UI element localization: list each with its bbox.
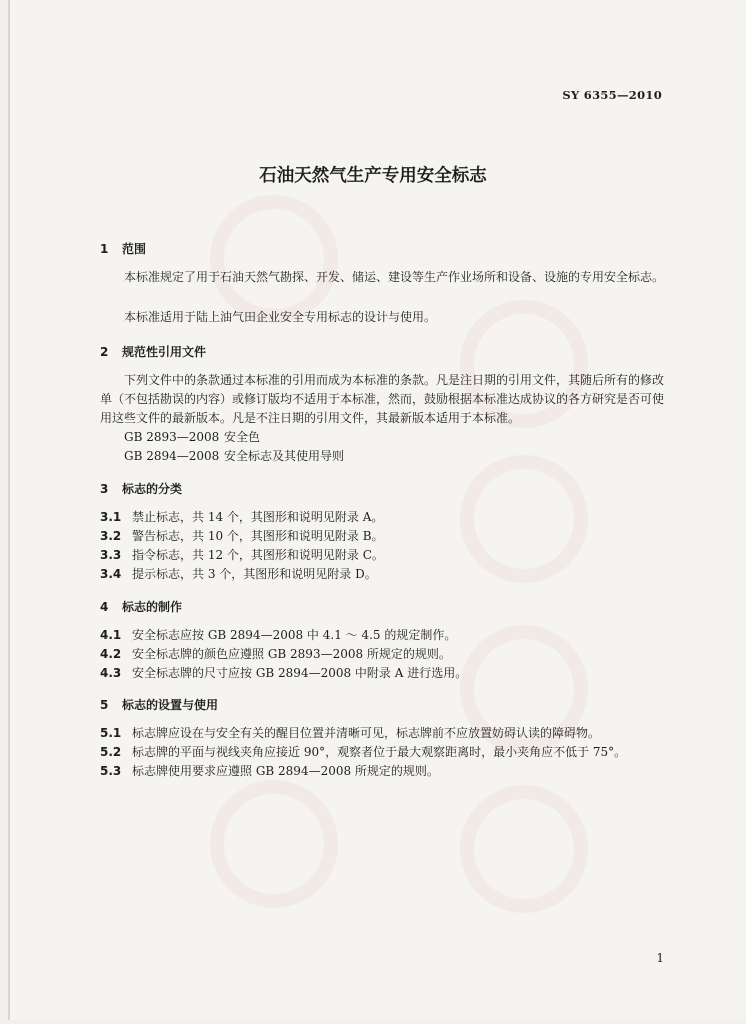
clause-number: 4.1 <box>100 628 122 642</box>
reference-code: GB 2893—2008 <box>124 430 220 444</box>
clause-text: 标志牌使用要求应遵照 GB 2894—2008 所规定的规则。 <box>132 764 439 778</box>
reference-title: 安全色 <box>224 430 261 444</box>
section-heading <box>100 480 182 497</box>
reference-title: 安全标志及其使用导则 <box>224 449 345 463</box>
section-title: 范围 <box>122 242 147 256</box>
clause-number: 4.3 <box>100 666 122 680</box>
clause-text: 警告标志，共 10 个，其图形和说明见附录 B。 <box>132 529 384 543</box>
clause-item <box>100 743 626 762</box>
page-number: 1 <box>656 951 664 965</box>
section-heading <box>100 598 182 615</box>
clause-text: 禁止标志，共 14 个，其图形和说明见附录 A。 <box>132 510 384 524</box>
section-title: 标志的设置与使用 <box>122 698 219 712</box>
clause-number: 3.1 <box>100 510 122 524</box>
clause-text: 安全标志应按 GB 2894—2008 中 4.1 ～ 4.5 的规定制作。 <box>132 628 457 642</box>
section-number: 1 <box>100 242 109 256</box>
clause-number: 5.2 <box>100 745 122 759</box>
clause-number: 4.2 <box>100 647 122 661</box>
section-title: 标志的制作 <box>122 600 183 614</box>
section-title: 标志的分类 <box>122 482 183 496</box>
reference-entry <box>124 428 260 447</box>
clause-number: 5.1 <box>100 726 122 740</box>
reference-code: GB 2894—2008 <box>124 449 220 463</box>
bleed-through-mark <box>210 195 338 323</box>
clause-number: 3.2 <box>100 529 122 543</box>
section-heading <box>100 343 206 360</box>
reference-entry <box>124 447 344 466</box>
bleed-through-mark <box>460 455 588 583</box>
clause-item <box>100 724 600 743</box>
clause-item <box>100 626 456 645</box>
bleed-through-mark <box>460 785 588 913</box>
section-number: 5 <box>100 698 109 712</box>
section-number: 3 <box>100 482 109 496</box>
clause-text: 提示标志，共 3 个，其图形和说明见附录 D。 <box>132 567 377 581</box>
document-code: SY 6355—2010 <box>562 88 662 102</box>
clause-number: 3.4 <box>100 567 122 581</box>
clause-text: 标志牌的平面与视线夹角应接近 90°，观察者位于最大观察距离时，最小夹角应不低于 75°。 <box>132 745 627 759</box>
clause-number: 5.3 <box>100 764 122 778</box>
clause-item <box>100 508 383 527</box>
paragraph: 本标准适用于陆上油气田企业安全专用标志的设计与使用。 <box>124 310 437 324</box>
section-heading <box>100 240 146 257</box>
clause-text: 指令标志，共 12 个，其图形和说明见附录 C。 <box>132 548 384 562</box>
clause-item <box>100 527 384 546</box>
clause-item <box>100 645 451 664</box>
paragraph: 本标准规定了用于石油天然气勘探、开发、储运、建设等生产作业场所和设备、设施的专用安全标志。 <box>124 270 665 284</box>
section-number: 2 <box>100 345 109 359</box>
clause-text: 标志牌应设在与安全有关的醒目位置并清晰可见，标志牌前不应放置妨碍认读的障碍物。 <box>132 726 601 740</box>
section-number: 4 <box>100 600 109 614</box>
clause-item <box>100 664 467 683</box>
clause-item <box>100 565 377 584</box>
clause-number: 3.3 <box>100 548 122 562</box>
clause-text: 安全标志牌的颜色应遵照 GB 2893—2008 所规定的规则。 <box>132 647 451 661</box>
document-title: 石油天然气生产专用安全标志 <box>259 166 487 186</box>
section-title: 规范性引用文件 <box>122 345 207 359</box>
section-heading <box>100 696 218 713</box>
bleed-through-mark <box>210 780 338 908</box>
clause-item <box>100 546 384 565</box>
clause-item <box>100 762 439 781</box>
clause-text: 安全标志牌的尺寸应按 GB 2894—2008 中附录 A 进行选用。 <box>132 666 468 680</box>
paragraph: 下列文件中的条款通过本标准的引用而成为本标准的条款。凡是注日期的引用文件，其随后所有的修改单（不包括勘误的内容）或修订版均不适用于本标准，然而，鼓励根据本标准达成协议的各方研究是否可使用这些文件的最新版本。凡是不注日期的引用文件，其最新版本适用于本标准。 <box>100 373 665 425</box>
